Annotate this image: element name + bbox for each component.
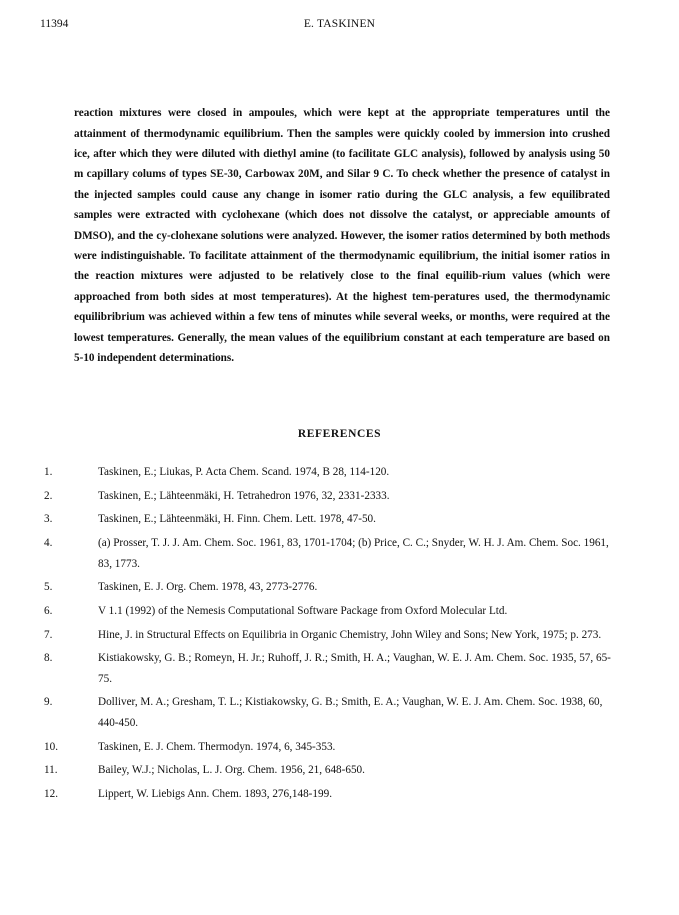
reference-text: Kistiakowsky, G. B.; Romeyn, H. Jr.; Ruhoff, J. R.; Smith, H. A.; Vaughan, W. E. J. Am. Chem. Soc. 1935, 57, 65-75.	[98, 652, 611, 685]
reference-item-9	[0, 692, 612, 733]
reference-number: 11.	[44, 764, 58, 777]
reference-item-1	[0, 462, 612, 482]
reference-number: 5.	[44, 581, 53, 594]
page-number: 11394	[40, 18, 69, 30]
reference-text: Taskinen, E.; Lähteenmäki, H. Finn. Chem. Lett. 1978, 47-50.	[98, 513, 376, 526]
reference-text: Lippert, W. Liebigs Ann. Chem. 1893, 276,148-199.	[98, 787, 332, 800]
reference-text: (a) Prosser, T. J. J. Am. Chem. Soc. 1961, 83, 1701-1704; (b) Price, C. C.; Snyder, W. H. J. Am. Chem. Soc. 1961, 83, 1773.	[98, 537, 609, 570]
reference-item-5	[0, 577, 612, 597]
references-heading: REFERENCES	[297, 428, 382, 440]
reference-number: 2.	[44, 489, 53, 502]
page-header	[40, 18, 639, 38]
reference-text: Taskinen, E.; Lähteenmäki, H. Tetrahedron 1976, 32, 2331-2333.	[98, 489, 390, 502]
reference-number: 8.	[44, 652, 53, 665]
reference-list	[0, 462, 679, 808]
reference-text: Taskinen, E. J. Chem. Thermodyn. 1974, 6, 345-353.	[98, 740, 336, 753]
reference-text: V 1.1 (1992) of the Nemesis Computational Software Package from Oxford Molecular Ltd.	[98, 604, 508, 617]
reference-item-6	[0, 601, 612, 621]
reference-item-4	[0, 533, 612, 574]
reference-text: Hine, J. in Structural Effects on Equilibria in Organic Chemistry, John Wiley and Sons; New York, 1975; p. 273.	[98, 628, 602, 641]
reference-text: Dolliver, M. A.; Gresham, T. L.; Kistiakowsky, G. B.; Smith, E. A.; Vaughan, W. E. J. Am. Chem. Soc. 1938, 60, 440-450.	[98, 696, 603, 729]
running-head: E. TASKINEN	[303, 18, 376, 30]
reference-number: 9.	[44, 696, 53, 709]
reference-number: 10.	[44, 740, 58, 753]
reference-number: 7.	[44, 628, 53, 641]
reference-item-10	[0, 737, 612, 757]
reference-number: 4.	[44, 537, 53, 550]
body-paragraph: reaction mixtures were closed in ampoules, which were kept at the appropriate temperatures until the attainment of thermodynamic equilibrium. Then the samples were quickly cooled by immersion into crushed ice, after which they were diluted with diethyl amine (to facilitate GLC analysis), followed by analysis using 50 m capillary colums of types SE-30, Carbowax 20M, and Silar 9 C. To check whether the presence of catalyst in the injected samples could cause any change in isomer ratio during the GLC analysis, a few equilibrated samples were extracted with cyclohexane (which does not dissolve the catalyst, or appreciable amounts of DMSO), and the cy-clohexane solutions were analyzed. However, the isomer ratios determined by both methods were indistinguishable. To facilitate attainment of the thermodynamic equilibrium, the initial isomer ratios in the reaction mixtures were adjusted to be relatively close to the final equilib-rium values (which were approached from both sides at most temperatures). At the highest tem-peratures used, the thermodynamic equilibribrium was achieved within a few tens of minutes while several weeks, or months, were required at the lowest temperatures. Generally, the mean values of the equilibrium constant at each temperature are based on 5-10 independent determinations.	[74, 107, 610, 365]
reference-item-8	[0, 648, 612, 689]
reference-number: 3.	[44, 513, 53, 526]
reference-item-11	[0, 760, 612, 780]
reference-text: Taskinen, E.; Liukas, P. Acta Chem. Scand. 1974, B 28, 114-120.	[98, 466, 390, 478]
reference-number: 12.	[44, 787, 58, 800]
reference-text: Bailey, W.J.; Nicholas, L. J. Org. Chem. 1956, 21, 648-650.	[98, 764, 365, 777]
reference-item-2	[0, 486, 612, 506]
reference-item-7	[0, 625, 612, 645]
reference-number: 1.	[44, 466, 53, 478]
reference-number: 6.	[44, 604, 53, 617]
reference-item-3	[0, 509, 612, 529]
reference-text: Taskinen, E. J. Org. Chem. 1978, 43, 2773-2776.	[98, 581, 318, 594]
reference-item-12	[0, 784, 612, 804]
